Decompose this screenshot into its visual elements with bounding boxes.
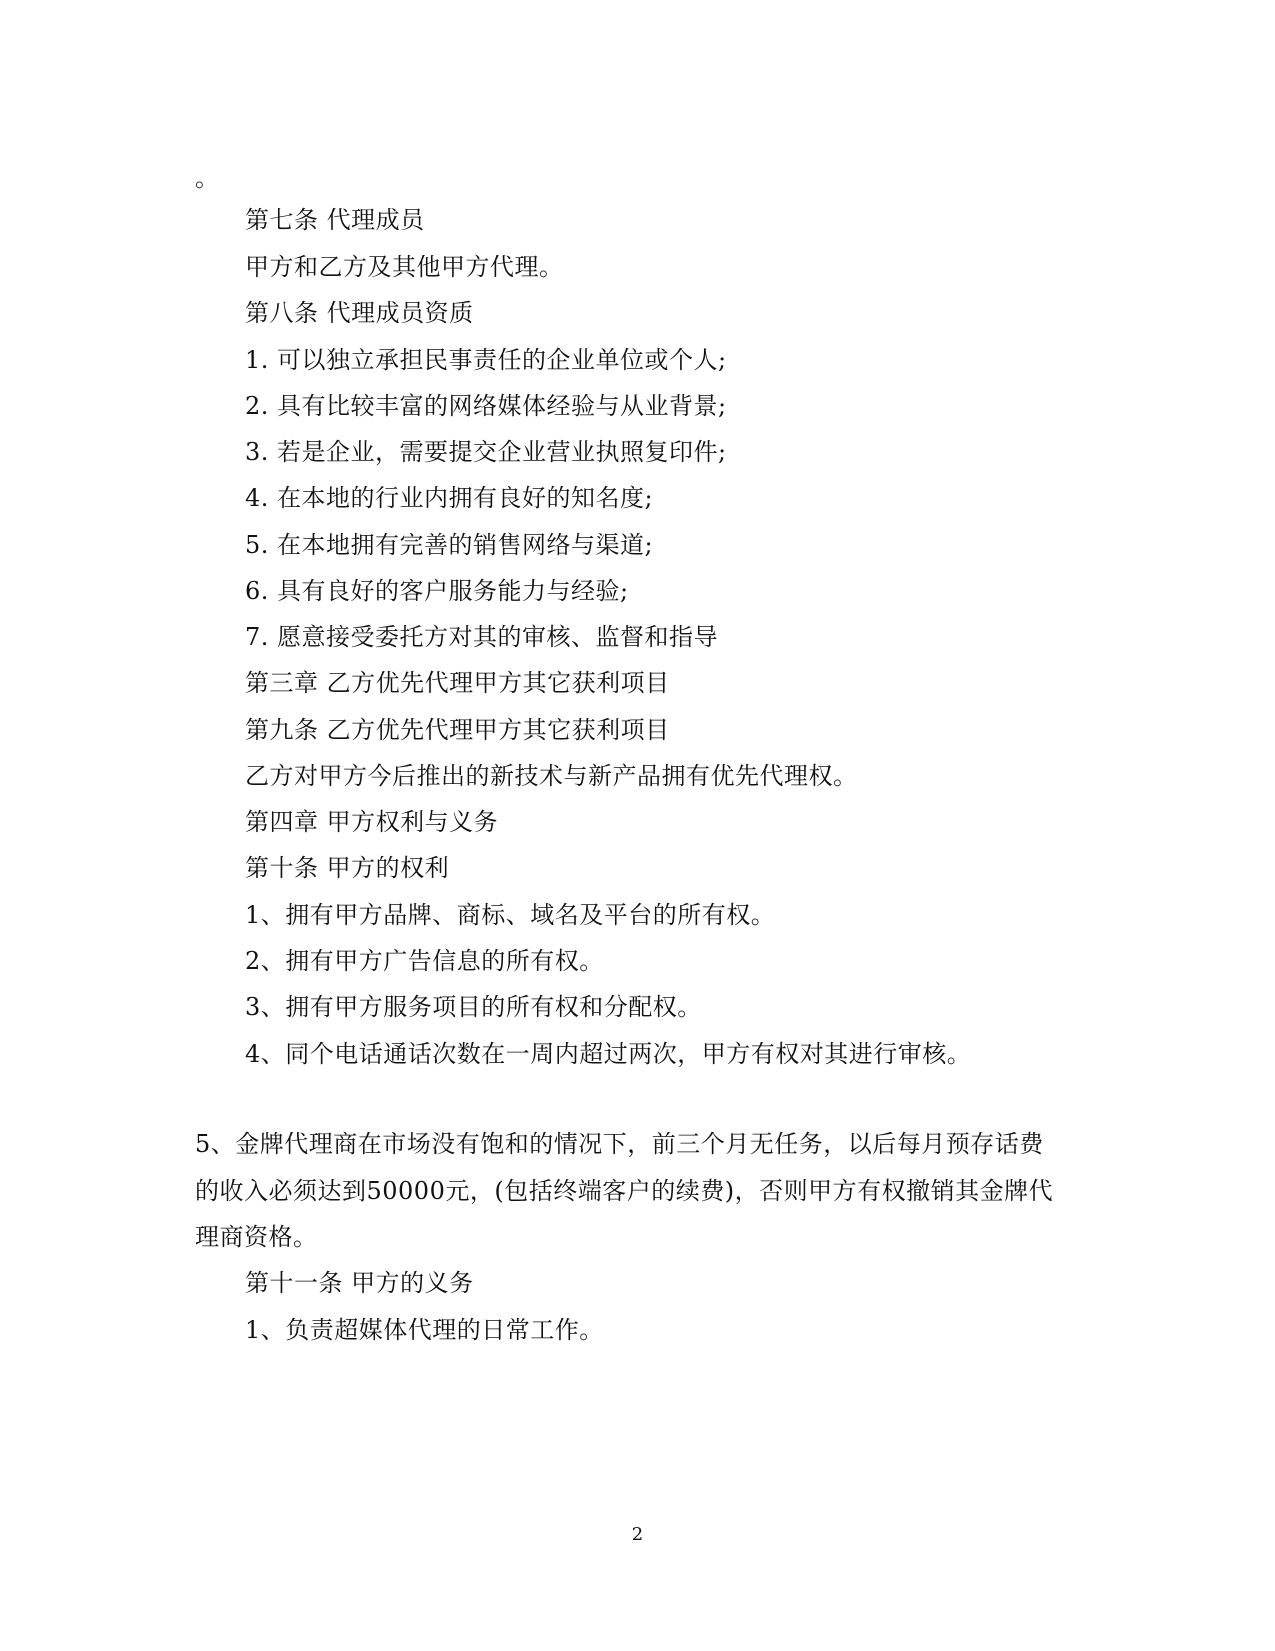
chapter-heading: 第四章 甲方权利与义务	[245, 808, 499, 836]
text-line: 5、金牌代理商在市场没有饱和的情况下，前三个月无任务，以后每月预存话费	[195, 1130, 1044, 1158]
list-item: 3. 若是企业，需要提交企业营业执照复印件;	[245, 438, 727, 466]
list-item: 1、负责超媒体代理的日常工作。	[245, 1316, 604, 1344]
text-line: 甲方和乙方及其他甲方代理。	[245, 253, 564, 281]
article-heading: 第九条 乙方优先代理甲方其它获利项目	[245, 716, 670, 744]
article-heading: 第七条 代理成员	[245, 206, 425, 234]
list-item: 7. 愿意接受委托方对其的审核、监督和指导	[245, 623, 719, 651]
list-item: 4、同个电话通话次数在一周内超过两次，甲方有权对其进行审核。	[245, 1040, 972, 1068]
list-item: 2. 具有比较丰富的网络媒体经验与从业背景;	[245, 392, 727, 420]
text-line: 理商资格。	[195, 1223, 318, 1251]
list-item: 3、拥有甲方服务项目的所有权和分配权。	[245, 993, 702, 1021]
article-heading: 第十一条 甲方的义务	[245, 1269, 474, 1297]
list-item: 2、拥有甲方广告信息的所有权。	[245, 947, 604, 975]
chapter-heading: 第三章 乙方优先代理甲方其它获利项目	[245, 669, 670, 697]
text-line: 。	[195, 164, 220, 192]
list-item: 5. 在本地拥有完善的销售网络与渠道;	[245, 531, 654, 559]
page-number: 2	[631, 1524, 644, 1545]
text-line: 乙方对甲方今后推出的新技术与新产品拥有优先代理权。	[245, 762, 858, 790]
list-item: 1、拥有甲方品牌、商标、域名及平台的所有权。	[245, 901, 776, 929]
list-item: 6. 具有良好的客户服务能力与经验;	[245, 577, 629, 605]
article-heading: 第十条 甲方的权利	[245, 854, 450, 882]
list-item: 1. 可以独立承担民事责任的企业单位或个人;	[245, 346, 727, 374]
list-item: 4. 在本地的行业内拥有良好的知名度;	[245, 484, 654, 512]
article-heading: 第八条 代理成员资质	[245, 299, 474, 327]
text-line: 的收入必须达到50000元，(包括终端客户的续费)，否则甲方有权撤销其金牌代	[195, 1177, 1054, 1205]
